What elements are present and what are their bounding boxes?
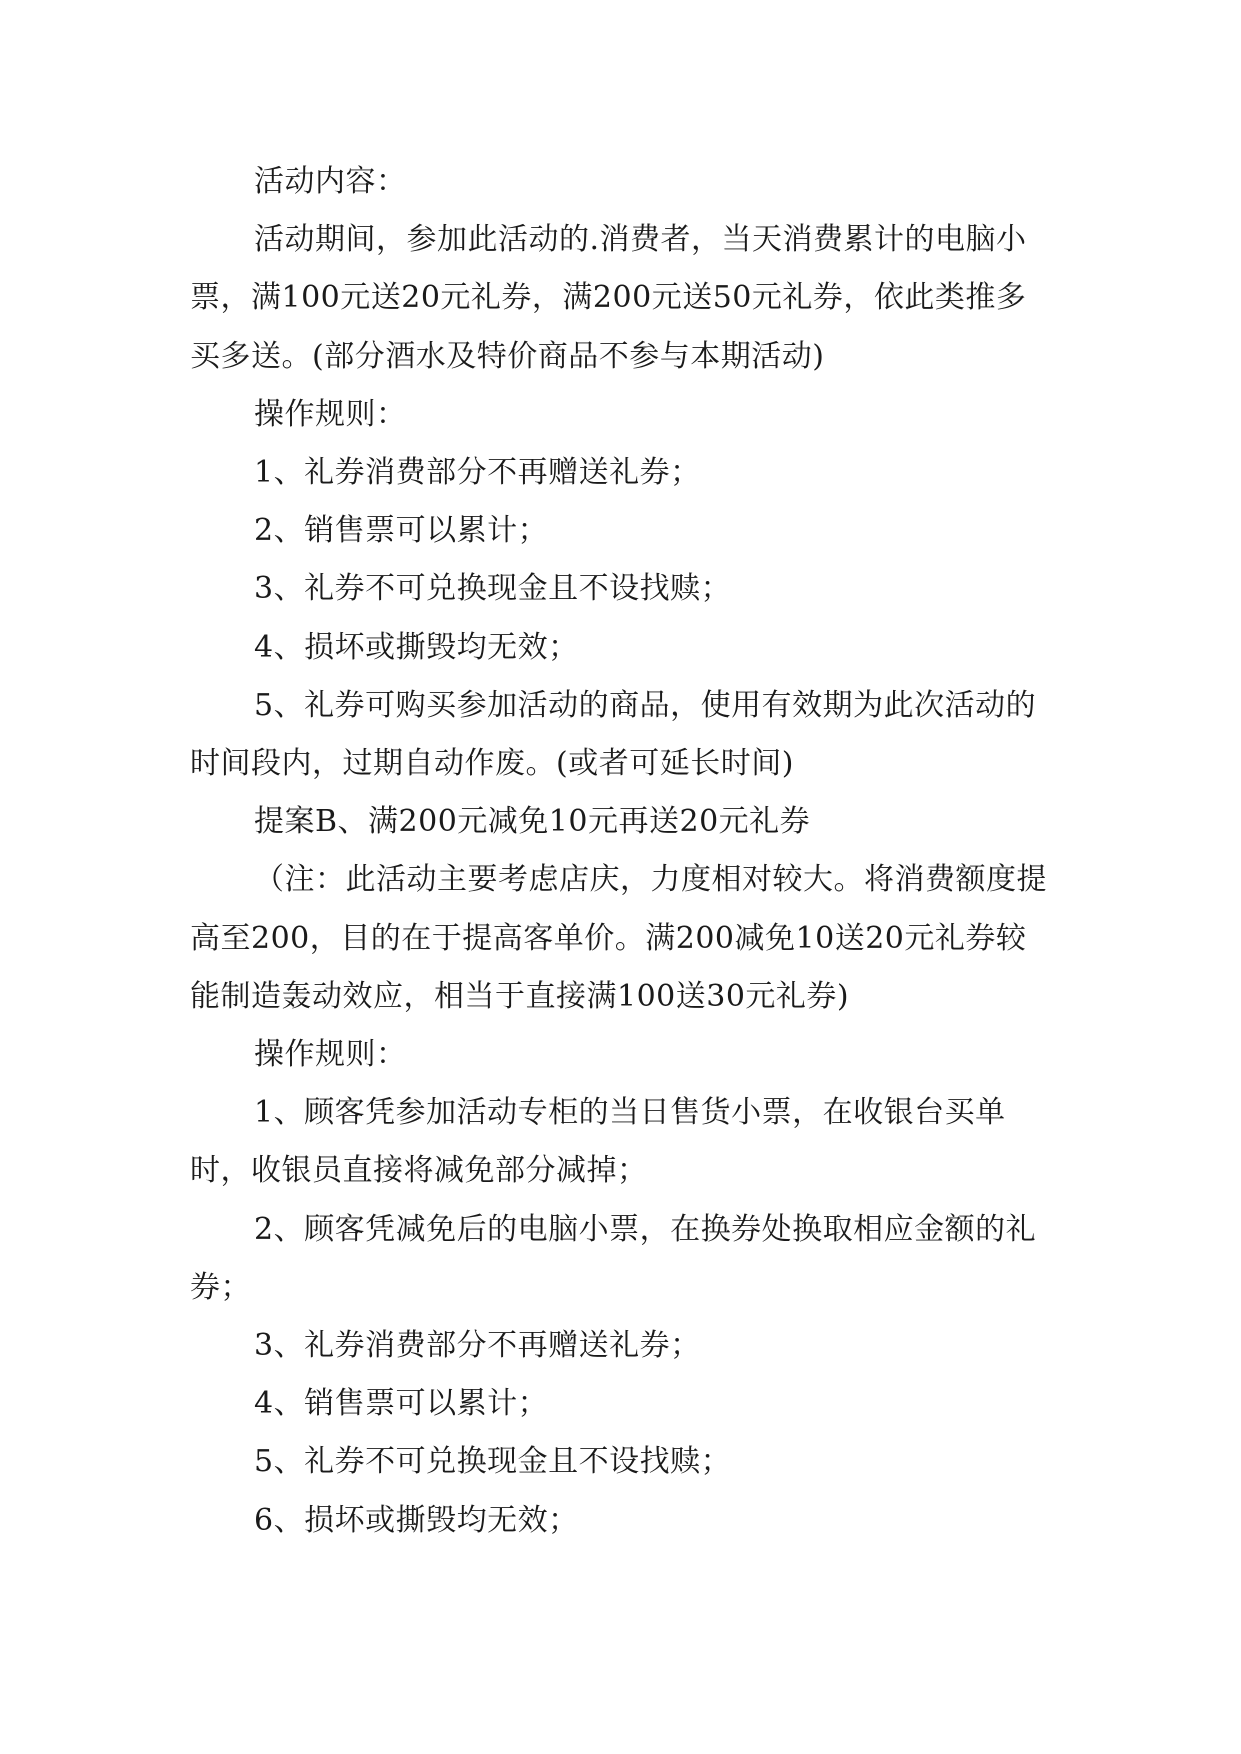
- rule-b-item-6: 6、损坏或撕毁均无效；: [254, 1502, 579, 1538]
- section-heading-rules-b: 操作规则：: [254, 1037, 407, 1073]
- proposal-b-heading: 提案B、满200元减免10元再送20元礼券: [254, 804, 811, 840]
- rule-item-3: 3、礼券不可兑换现金且不设找赎；: [254, 571, 732, 607]
- rule-item-1: 1、礼券消费部分不再赠送礼券；: [254, 455, 701, 491]
- rule-b-item-2: 2、顾客凭减免后的电脑小票，在换券处换取相应金额的礼券；: [190, 1211, 1037, 1305]
- rule-b-item-4: 4、销售票可以累计；: [254, 1386, 549, 1422]
- section-heading-activity-content: 活动内容：: [254, 164, 407, 199]
- rule-b-item-1: 1、顾客凭参加活动专柜的当日售货小票，在收银台买单时，收银员直接将减免部分减掉；: [190, 1095, 1006, 1189]
- proposal-b-note: （注：此活动主要考虑店庆，力度相对较大。将消费额度提高至200，目的在于提高客单价。满200减免10送20元礼券较能制造轰动效应，相当于直接满100送30元礼券): [190, 862, 1047, 1014]
- rule-item-2: 2、销售票可以累计；: [254, 513, 549, 549]
- document-body: [190, 153, 1050, 1550]
- section-heading-rules: 操作规则：: [254, 396, 407, 432]
- rule-item-5: 5、礼券可购买参加活动的商品，使用有效期为此次活动的时间段内，过期自动作废。(或者可延长时间): [190, 687, 1037, 782]
- rule-item-4: 4、损坏或撕毁均无效；: [254, 629, 579, 665]
- paragraph-activity-description: 活动期间，参加此活动的.消费者，当天消费累计的电脑小票，满100元送20元礼券，满200元送50元礼券，依此类推多买多送。(部分酒水及特价商品不参与本期活动): [190, 222, 1027, 374]
- rule-b-item-5: 5、礼券不可兑换现金且不设找赎；: [254, 1444, 732, 1480]
- rule-b-item-3: 3、礼券消费部分不再赠送礼券；: [254, 1328, 701, 1364]
